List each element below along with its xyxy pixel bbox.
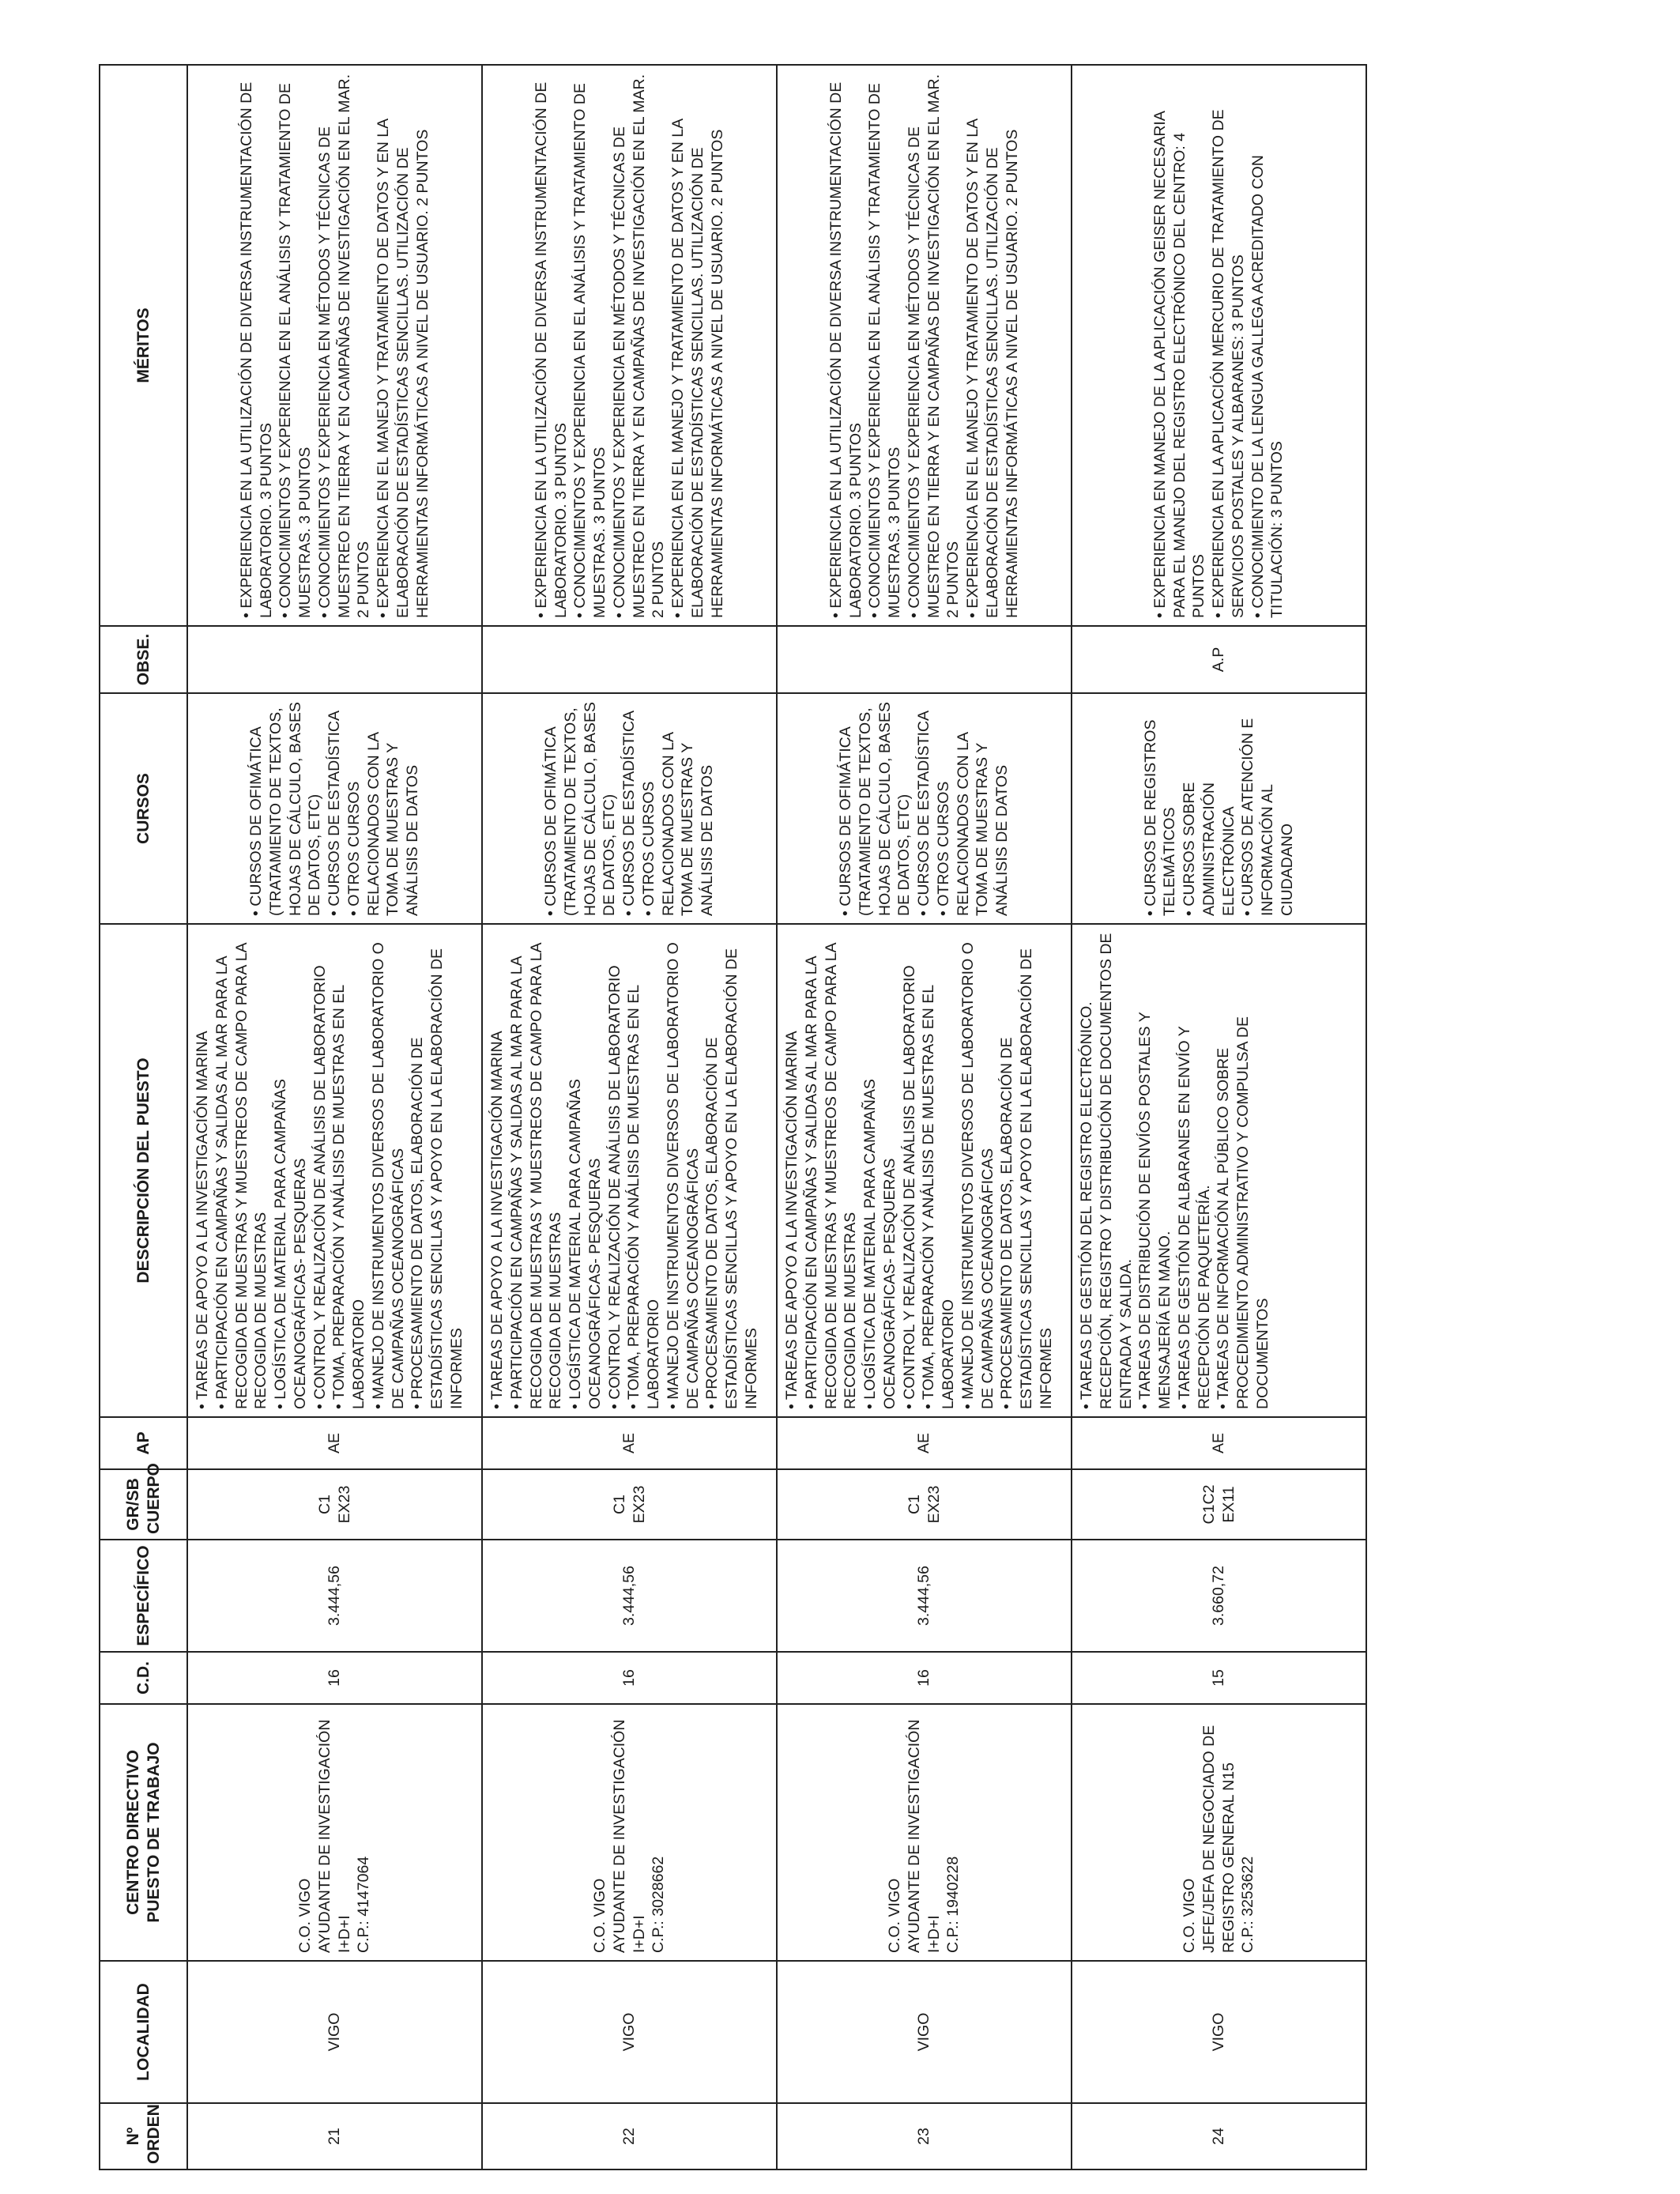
table-row (187, 65, 482, 2169)
cursos-cell (482, 693, 777, 924)
list-item: • MANEJO DE INSTRUMENTOS DIVERSOS DE LABORATORIO O DE CAMPAÑAS OCEANOGRÁFICAS (369, 942, 407, 1409)
table-row (1072, 65, 1366, 2169)
list-item: • PROCESAMIENTO DE DATOS, ELABORACIÓN DE ESTADÍSTICAS SENCILLAS Y APOYO EN LA ELABORACIÓN DE INFORMES (409, 948, 465, 1409)
localidad-cell: VIGO (1072, 1961, 1366, 2103)
header-meritos: MÉRITOS (100, 65, 187, 626)
localidad-cell: VIGO (482, 1961, 777, 2103)
list-item: • TOMA, PREPARACIÓN Y ANÁLISIS DE MUESTRAS EN EL LABORATORIO (330, 985, 367, 1409)
list-item: • TAREAS DE INFORMACIÓN AL PÚBLICO SOBRE PROCEDIMIENTO ADMINISTRATIVO Y COMPULSA DE DOCUMENTOS (1215, 1016, 1271, 1409)
list-item: • OTROS CURSOS RELACIONADOS CON LA TOMA DE MUESTRAS Y ANÁLISIS DE DATOS (345, 733, 422, 916)
list-item: • LOGÍSTICA DE MATERIAL PARA CAMPAÑAS OCEANOGRÁFICAS- PESQUERAS (567, 1079, 604, 1409)
obse-cell (187, 626, 482, 693)
table-row (777, 65, 1072, 2169)
list-item: • TOMA, PREPARACIÓN Y ANÁLISIS DE MUESTRAS EN EL LABORATORIO (625, 985, 662, 1409)
descripcion-cell (482, 924, 777, 1417)
list-item: • TOMA, PREPARACIÓN Y ANÁLISIS DE MUESTRAS EN EL LABORATORIO (920, 985, 957, 1409)
gr-cuerpo-cell: C1 EX23 (482, 1469, 777, 1540)
meritos-cell: • EXPERIENCIA EN LA UTILIZACIÓN DE DIVERSA INSTRUMENTACIÓN DE LABORATORIO. 3 PUNTOS • CONOCIMIENTOS Y EXPERIENCIA EN EL ANÁLISIS Y TRATAMIENTO DE MUESTRAS. 3 PUNTOS • CONOCIMIENTOS Y EXPERIENCIA EN MÉTODOS Y TÉCNICAS DE MUESTREO EN TIERRA Y EN CAMPAÑAS DE INVESTIGACIÓN EN EL MAR. 2 PUNTOS • EXPERIENCIA EN EL MANEJO Y TRATAMIENTO DE DATOS Y EN LA ELABORACIÓN DE ESTADÍSTICAS SENCILLAS. UTILIZACIÓN DE HERRAMIENTAS INFORMÁTICAS A NIVEL DE USUARIO. 2 PUNTOS (777, 65, 1072, 626)
centro-cell: C.O. VIGO JEFE/JEFA DE NEGOCIADO DE REGISTRO GENERAL N15 C.P.: 3253622 (1072, 1704, 1366, 1961)
list-item: • CONTROL Y REALIZACIÓN DE ANÁLISIS DE LABORATORIO (900, 965, 918, 1409)
gr-cuerpo-cell: C1C2 EX11 (1072, 1469, 1366, 1540)
especifico-cell: 3.444,56 (777, 1540, 1072, 1652)
list-item: • OTROS CURSOS RELACIONADOS CON LA TOMA DE MUESTRAS Y ANÁLISIS DE DATOS (639, 733, 717, 916)
header-row (100, 65, 187, 2169)
list-item: • PARTICIPACIÓN EN CAMPAÑAS Y SALIDAS AL MAR PARA LA RECOGIDA DE MUESTRAS Y MUESTREOS DE CAMPO PARA LA RECOGIDA DE MUESTRAS (507, 943, 565, 1409)
ap-cell: AE (1072, 1417, 1366, 1469)
especifico-cell: 3.660,72 (1072, 1540, 1366, 1652)
header-especifico: ESPECÍFICO (100, 1540, 187, 1652)
localidad-cell: VIGO (187, 1961, 482, 2103)
header-descripcion: DESCRIPCIÓN DEL PUESTO (100, 924, 187, 1417)
meritos-cell: • EXPERIENCIA EN LA UTILIZACIÓN DE DIVERSA INSTRUMENTACIÓN DE LABORATORIO. 3 PUNTOS • CONOCIMIENTOS Y EXPERIENCIA EN EL ANÁLISIS Y TRATAMIENTO DE MUESTRAS. 3 PUNTOS • CONOCIMIENTOS Y EXPERIENCIA EN MÉTODOS Y TÉCNICAS DE MUESTREO EN TIERRA Y EN CAMPAÑAS DE INVESTIGACIÓN EN EL MAR. 2 PUNTOS • EXPERIENCIA EN EL MANEJO Y TRATAMIENTO DE DATOS Y EN LA ELABORACIÓN DE ESTADÍSTICAS SENCILLAS. UTILIZACIÓN DE HERRAMIENTAS INFORMÁTICAS A NIVEL DE USUARIO. 2 PUNTOS (482, 65, 777, 626)
list-item: • TAREAS DE GESTIÓN DE ALBARANES EN ENVÍO Y RECEPCIÓN DE PAQUETERÍA. (1175, 1026, 1213, 1409)
orden-cell: 24 (1072, 2103, 1366, 2169)
centro-cell: C.O. VIGO AYUDANTE DE INVESTIGACIÓN I+D+I C.P.: 1940228 (777, 1704, 1072, 1961)
localidad-cell: VIGO (777, 1961, 1072, 2103)
list-item: • MANEJO DE INSTRUMENTOS DIVERSOS DE LABORATORIO O DE CAMPAÑAS OCEANOGRÁFICAS (959, 942, 996, 1409)
cd-cell: 15 (1072, 1652, 1366, 1704)
plazas-table (99, 64, 1367, 2170)
list-item: • CURSOS DE ESTADÍSTICA (326, 710, 344, 916)
obse-cell (482, 626, 777, 693)
descripcion-cell (777, 924, 1072, 1417)
list-item: • PROCESAMIENTO DE DATOS, ELABORACIÓN DE ESTADÍSTICAS SENCILLAS Y APOYO EN LA ELABORACIÓN DE INFORMES (998, 948, 1055, 1409)
especifico-cell: 3.444,56 (187, 1540, 482, 1652)
header-localidad: LOCALIDAD (100, 1961, 187, 2103)
header-cursos: CURSOS (100, 693, 187, 924)
header-gr-cuerpo: GR/SB CUERPO (100, 1469, 187, 1540)
cd-cell: 16 (482, 1652, 777, 1704)
ap-cell: AE (187, 1417, 482, 1469)
list-item: • CURSOS DE OFIMÁTICA (TRATAMIENTO DE TEXTOS, HOJAS DE CÁLCULO, BASES DE DATOS, ETC) (247, 702, 324, 916)
obse-cell (777, 626, 1072, 693)
cursos-cell (1072, 693, 1366, 924)
meritos-cell: • EXPERIENCIA EN LA UTILIZACIÓN DE DIVERSA INSTRUMENTACIÓN DE LABORATORIO. 3 PUNTOS • CONOCIMIENTOS Y EXPERIENCIA EN EL ANÁLISIS Y TRATAMIENTO DE MUESTRAS. 3 PUNTOS • CONOCIMIENTOS Y EXPERIENCIA EN MÉTODOS Y TÉCNICAS DE MUESTREO EN TIERRA Y EN CAMPAÑAS DE INVESTIGACIÓN EN EL MAR. 2 PUNTOS • EXPERIENCIA EN EL MANEJO Y TRATAMIENTO DE DATOS Y EN LA ELABORACIÓN DE ESTADÍSTICAS SENCILLAS. UTILIZACIÓN DE HERRAMIENTAS INFORMÁTICAS A NIVEL DE USUARIO. 2 PUNTOS (187, 65, 482, 626)
list-item: • TAREAS DE APOYO A LA INVESTIGACIÓN MARINA (488, 1031, 506, 1409)
orden-cell: 21 (187, 2103, 482, 2169)
centro-cell: C.O. VIGO AYUDANTE DE INVESTIGACIÓN I+D+I C.P.: 3028662 (482, 1704, 777, 1961)
gr-cuerpo-cell: C1 EX23 (777, 1469, 1072, 1540)
cursos-cell (777, 693, 1072, 924)
list-item: • MANEJO DE INSTRUMENTOS DIVERSOS DE LABORATORIO O DE CAMPAÑAS OCEANOGRÁFICAS (664, 942, 702, 1409)
centro-cell: C.O. VIGO AYUDANTE DE INVESTIGACIÓN I+D+I C.P.: 4147064 (187, 1704, 482, 1961)
list-item: • TAREAS DE APOYO A LA INVESTIGACIÓN MARINA (783, 1031, 800, 1409)
list-item: • OTROS CURSOS RELACIONADOS CON LA TOMA DE MUESTRAS Y ANÁLISIS DE DATOS (934, 733, 1011, 916)
list-item: • CURSOS DE OFIMÁTICA (TRATAMIENTO DE TEXTOS, HOJAS DE CÁLCULO, BASES DE DATOS, ETC) (542, 702, 619, 916)
list-item: • TAREAS DE GESTIÓN DEL REGISTRO ELECTRÓNICO. RECEPCIÓN, REGISTRO Y DISTRIBUCIÓN DE DOCUMENTOS DE ENTRADA Y SALIDA. (1078, 933, 1135, 1409)
descripcion-cell (187, 924, 482, 1417)
header-cd: C.D. (100, 1652, 187, 1704)
orden-cell: 22 (482, 2103, 777, 2169)
list-item: • TAREAS DE DISTRIBUCIÓN DE ENVÍOS POSTALES Y MENSAJERÍA EN MANO. (1136, 1012, 1173, 1409)
list-item: • CONTROL Y REALIZACIÓN DE ANÁLISIS DE LABORATORIO (605, 965, 623, 1409)
gr-cuerpo-cell: C1 EX23 (187, 1469, 482, 1540)
header-orden: Nº ORDEN (100, 2103, 187, 2169)
header-centro: CENTRO DIRECTIVO PUESTO DE TRABAJO (100, 1704, 187, 1961)
header-obse: OBSE. (100, 626, 187, 693)
list-item: • CURSOS DE REGISTROS TELEMÁTICOS (1141, 719, 1179, 916)
meritos-cell: • EXPERIENCIA EN MANEJO DE LA APLICACIÓN GEISER NECESARIA PARA EL MANEJO DEL REGISTRO ELECTRÓNICO DEL CENTRO: 4 PUNTOS • EXPERIENCIA EN LA APLICACIÓN MERCURIO DE TRATAMIENTO DE SERVICIOS POSTALES Y ALBARANES: 3 PUNTOS • CONOCIMIENTO DE LA LENGUA GALLEGA ACREDITADO CON TITULACIÓN: 3 PUNTOS (1072, 65, 1366, 626)
table-row (482, 65, 777, 2169)
orden-cell: 23 (777, 2103, 1072, 2169)
list-item: • CURSOS DE OFIMÁTICA (TRATAMIENTO DE TEXTOS, HOJAS DE CÁLCULO, BASES DE DATOS, ETC) (837, 702, 913, 916)
list-item: • CONTROL Y REALIZACIÓN DE ANÁLISIS DE LABORATORIO (311, 965, 329, 1409)
descripcion-cell (1072, 924, 1366, 1417)
list-item: • TAREAS DE APOYO A LA INVESTIGACIÓN MARINA (194, 1031, 211, 1409)
ap-cell: AE (777, 1417, 1072, 1469)
obse-cell: A.P (1072, 626, 1366, 693)
cd-cell: 16 (187, 1652, 482, 1704)
list-item: • CURSOS SOBRE ADMINISTRACIÓN ELECTRÓNICA (1181, 782, 1237, 916)
list-item: • CURSOS DE ESTADÍSTICA (915, 710, 933, 916)
cursos-cell (187, 693, 482, 924)
list-item: • PROCESAMIENTO DE DATOS, ELABORACIÓN DE ESTADÍSTICAS SENCILLAS Y APOYO EN LA ELABORACIÓN DE INFORMES (703, 948, 760, 1409)
list-item: • PARTICIPACIÓN EN CAMPAÑAS Y SALIDAS AL MAR PARA LA RECOGIDA DE MUESTRAS Y MUESTREOS DE CAMPO PARA LA RECOGIDA DE MUESTRAS (213, 943, 270, 1409)
list-item: • LOGÍSTICA DE MATERIAL PARA CAMPAÑAS OCEANOGRÁFICAS- PESQUERAS (272, 1079, 309, 1409)
list-item: • LOGÍSTICA DE MATERIAL PARA CAMPAÑAS OCEANOGRÁFICAS- PESQUERAS (861, 1079, 898, 1409)
list-item: • PARTICIPACIÓN EN CAMPAÑAS Y SALIDAS AL MAR PARA LA RECOGIDA DE MUESTRAS Y MUESTREOS DE CAMPO PARA LA RECOGIDA DE MUESTRAS (802, 943, 860, 1409)
header-ap: AP (100, 1417, 187, 1469)
especifico-cell: 3.444,56 (482, 1540, 777, 1652)
list-item: • CURSOS DE ATENCIÓN E INFORMACIÓN AL CIUDADANO (1239, 718, 1296, 916)
ap-cell: AE (482, 1417, 777, 1469)
list-item: • CURSOS DE ESTADÍSTICA (620, 710, 638, 916)
cd-cell: 16 (777, 1652, 1072, 1704)
